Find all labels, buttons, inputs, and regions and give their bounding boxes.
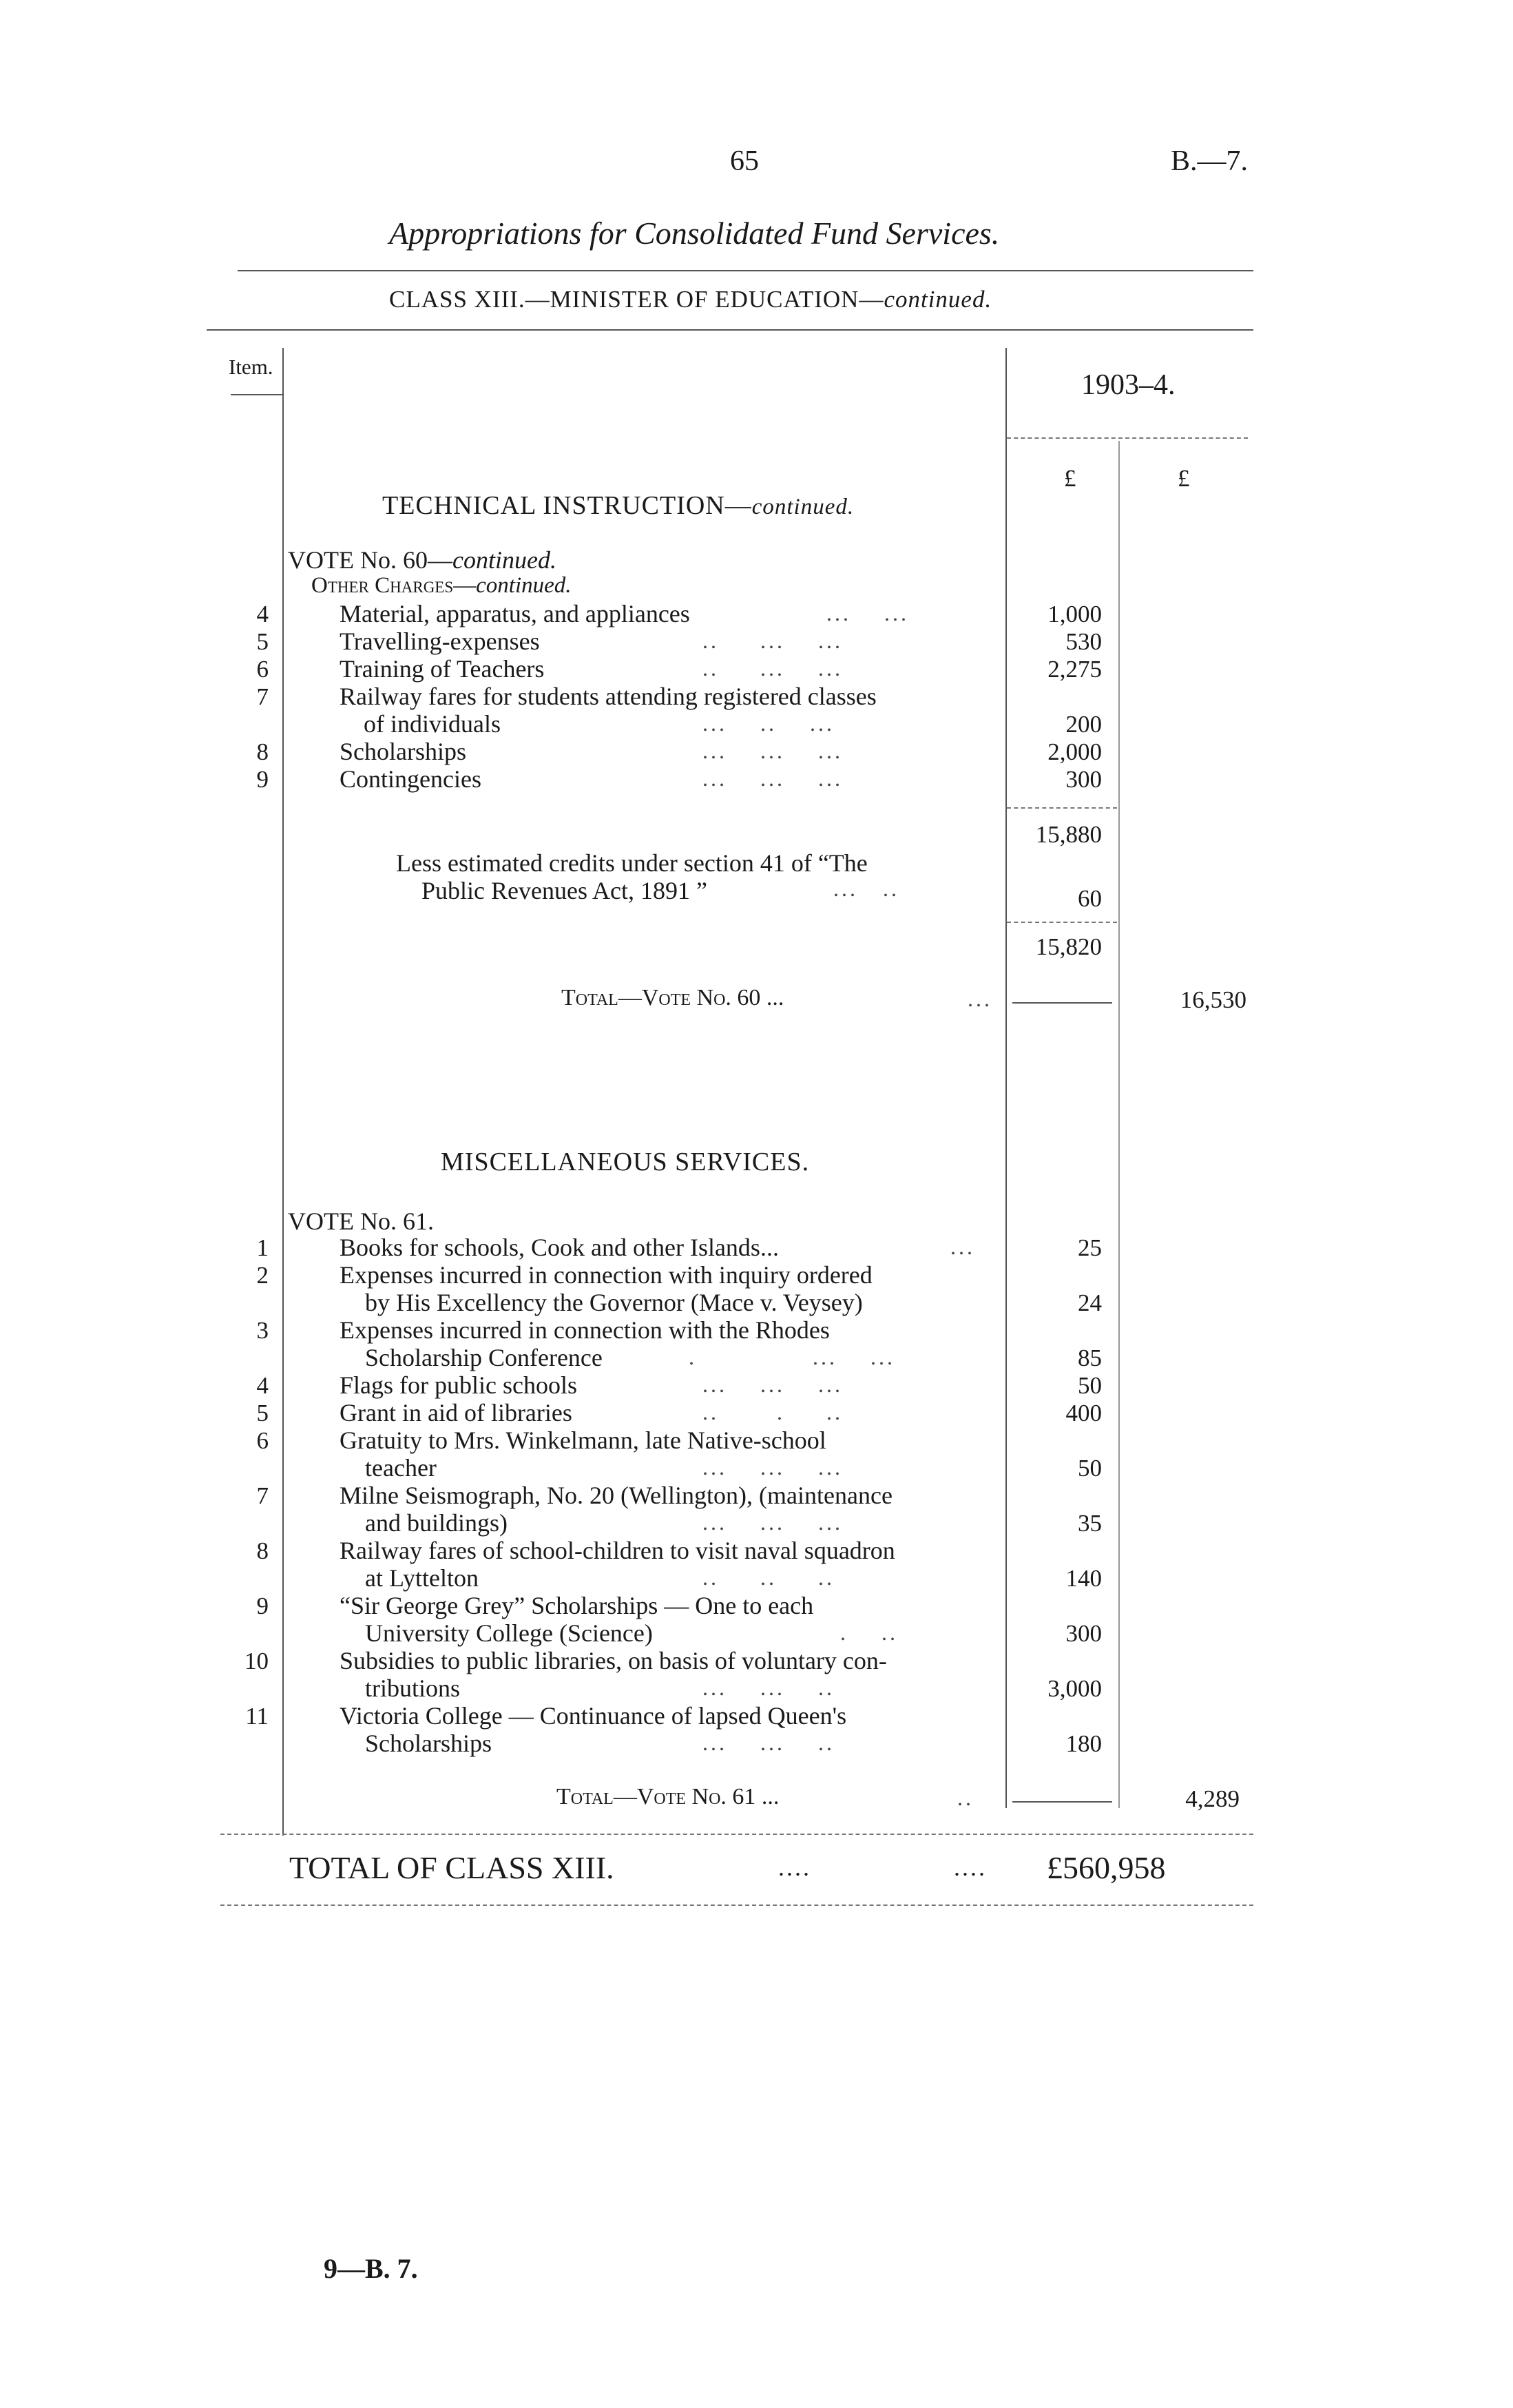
technical-heading-main: TECHNICAL INSTRUCTION— [382,491,752,520]
item-number: 5 [256,628,269,655]
item-number: 10 [244,1648,269,1674]
item-number: 2 [256,1262,269,1289]
line-item-label-cont: at Lyttelton [365,1564,479,1592]
line-item-label: Scholarships [340,738,466,765]
line-item-label: Travelling-expenses [340,627,540,655]
item-number: 6 [256,656,269,683]
class-heading-main: CLASS XIII.—MINISTER OF EDUCATION— [389,286,884,313]
item-number: 4 [256,1372,269,1399]
leader-dots: ... [950,1234,975,1259]
line-item-amount: 200 [1065,711,1102,738]
leader-dots: .. [957,1785,974,1810]
leader-dots: ... ... ... [702,738,843,763]
vote-60-label-cont: continued. [452,546,556,574]
less-credits-line-1: Less estimated credits under section 41 of “The [396,849,868,877]
line-item-amount: 3,000 [1047,1675,1102,1702]
line-item-amount: 300 [1065,766,1102,793]
line-item-amount: 25 [1078,1234,1102,1261]
less-credits-amount: 60 [1078,885,1102,912]
item-number: 7 [256,683,269,710]
line-item-amount: 400 [1065,1400,1102,1426]
year-header-rule [1007,437,1248,439]
currency-symbol-2: £ [1178,465,1190,492]
class-total-top-rule [220,1834,1253,1835]
item-number: 11 [245,1703,269,1730]
leader-dots: .. .. .. [702,1565,835,1590]
net-rule [1007,922,1117,923]
item-number: 8 [256,1537,269,1564]
leader-dots: ... [968,986,992,1011]
line-item-label: Books for schools, Cook and other Islands... [340,1234,779,1261]
leader-dots: .. . .. [702,1400,843,1424]
class-heading-cont: continued. [884,286,992,313]
line-item-amount: 50 [1078,1455,1102,1482]
line-item-label: “Sir George Grey” Scholarships — One to each [340,1592,814,1619]
line-item-label: Milne Seismograph, No. 20 (Wellington), (maintenance [340,1482,893,1509]
line-item-label-cont: University College (Science) [365,1619,653,1647]
technical-heading [382,490,854,521]
class-heading [389,286,992,313]
vote-61-total-amount: 4,289 [1185,1785,1240,1812]
less-credits-line-2: Public Revenues Act, 1891 ” [421,877,707,904]
other-charges-subheading [311,573,572,599]
other-charges-main: Other Charges— [311,573,477,598]
line-item-amount: 2,000 [1047,738,1102,765]
leader-dots: .. ... ... [702,656,843,681]
rule-top [238,270,1253,271]
line-item-label: Training of Teachers [340,655,545,683]
misc-heading: MISCELLANEOUS SERVICES. [441,1148,810,1176]
line-item-label: Subsidies to public libraries, on basis of voluntary con- [340,1647,887,1674]
total-60-rule [1012,1002,1112,1004]
year-header: 1903–4. [1081,369,1176,401]
leader-dots: ... .. [833,876,899,901]
line-item-label-cont: tributions [365,1674,461,1702]
leader-dots: . .. [840,1620,898,1645]
subtotal-rule [1007,807,1117,809]
total-61-rule [1012,1801,1112,1803]
table-inner-rule [1118,441,1120,1808]
line-item-amount: 24 [1078,1289,1102,1316]
class-total-bottom-rule [220,1904,1253,1906]
page-title: Appropriations for Consolidated Fund Services. [389,216,1000,251]
leader-dots: ... ... ... [702,1510,843,1535]
vote-61-label: VOTE No. 61. [288,1207,434,1235]
line-item-label-cont: by His Excellency the Governor (Mace v. Veysey) [365,1289,863,1316]
line-item-label: Flags for public schools [340,1371,577,1399]
vote-60-total-label: Total—Vote No. 60 ... [561,985,784,1010]
line-item-label: Gratuity to Mrs. Winkelmann, late Native-school [340,1426,826,1454]
line-item-label: Grant in aid of libraries [340,1399,572,1426]
vote-61-total-label: Total—Vote No. 61 ... [556,1784,780,1809]
item-number: 3 [256,1317,269,1344]
class-total-dots-2: .... [954,1854,987,1881]
item-number: 8 [256,738,269,765]
line-item-amount: 35 [1078,1510,1102,1537]
footer-reference: 9—B. 7. [324,2253,418,2284]
vote-60-label-main: VOTE No. 60— [288,546,452,574]
rule-below-heading [207,329,1253,331]
line-item-label-cont: Scholarship Conference [365,1344,603,1371]
line-item-amount: 300 [1065,1620,1102,1647]
subtotal-amount: 15,880 [1035,821,1102,848]
vote-60-total-amount: 16,530 [1180,986,1246,1013]
vote-60-label [288,546,556,574]
line-item-amount: 85 [1078,1345,1102,1371]
line-item-label: Material, apparatus, and appliances [340,600,690,627]
item-number: 4 [256,601,269,627]
line-item-label: Contingencies [340,765,481,793]
line-item-label-cont: teacher [365,1454,437,1482]
line-item-label-cont: Scholarships [365,1730,492,1757]
line-item-label-cont: and buildings) [365,1509,508,1537]
item-number: 6 [256,1427,269,1454]
line-item-label: Railway fares of school-children to visit naval squadron [340,1537,895,1564]
net-amount: 15,820 [1035,933,1102,960]
leader-dots: ... .. ... [702,711,835,736]
class-total-amount: £560,958 [1047,1850,1166,1885]
item-number: 5 [256,1400,269,1426]
class-total-label: TOTAL OF CLASS XIII. [289,1850,614,1885]
item-number: 9 [256,766,269,793]
leader-dots: ... ... .. [702,1730,835,1755]
leader-dots: ... ... ... [702,1455,843,1480]
leader-dots: ... ... ... [702,1372,843,1397]
line-item-label-cont: of individuals [364,710,501,738]
line-item-amount: 1,000 [1047,601,1102,627]
item-number: 1 [256,1234,269,1261]
line-item-amount: 140 [1065,1565,1102,1592]
item-number: 9 [256,1592,269,1619]
item-number: 7 [256,1482,269,1509]
line-item-label: Expenses incurred in connection with the Rhodes [340,1316,830,1344]
leader-dots: .. ... ... [702,628,843,653]
leader-dots: ... ... ... [702,766,843,791]
other-charges-cont: continued. [476,573,572,598]
leader-dots: . ... ... [689,1345,895,1369]
item-column-header: Item. [229,355,273,379]
class-total-dots-1: .... [778,1854,811,1881]
item-header-underline [231,394,282,395]
page-number: 65 [730,145,759,177]
table-left-rule [282,348,284,1836]
line-item-label: Victoria College — Continuance of lapsed Queen's [340,1702,847,1730]
line-item-amount: 2,275 [1047,656,1102,683]
line-item-amount: 180 [1065,1730,1102,1757]
currency-symbol-1: £ [1064,465,1076,492]
document-reference: B.—7. [1171,145,1249,177]
technical-heading-cont: continued. [751,495,855,519]
line-item-label: Railway fares for students attending registered classes [340,683,877,710]
line-item-label: Expenses incurred in connection with inquiry ordered [340,1261,873,1289]
leader-dots: ... ... .. [702,1675,835,1700]
leader-dots: ... ... [826,601,909,625]
line-item-amount: 50 [1078,1372,1102,1399]
line-item-amount: 530 [1065,628,1102,655]
